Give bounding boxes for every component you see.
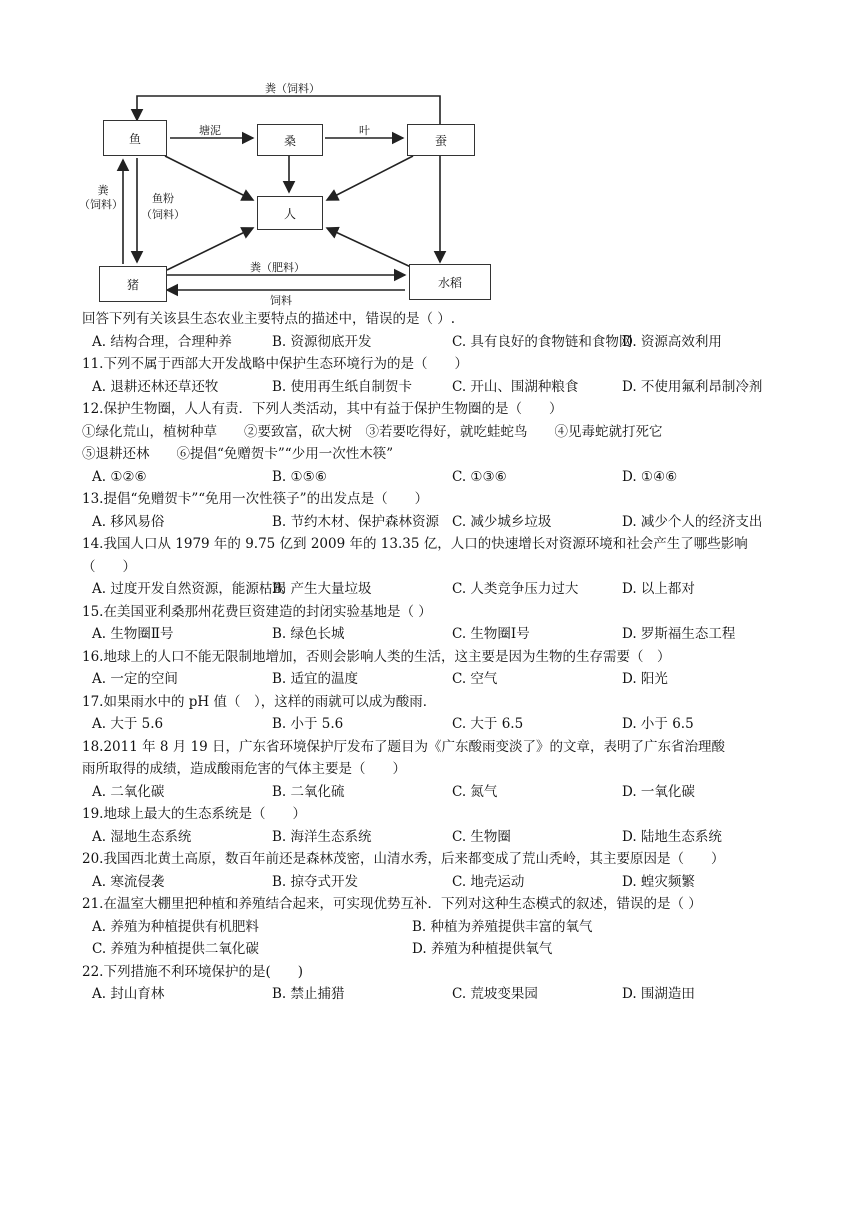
answer-option[interactable]: A. 退耕还林还草还牧 xyxy=(92,378,219,395)
options-row xyxy=(82,578,782,601)
answer-option[interactable]: D. 陆地生态系统 xyxy=(622,828,722,845)
answer-option[interactable]: B. 小于 5.6 xyxy=(272,716,344,732)
answer-option[interactable]: B. 适宜的温度 xyxy=(272,671,359,687)
node-human: 人 xyxy=(257,196,323,230)
question-line: ①绿化荒山，植树种草 ②要致富，砍大树 ③若要吃得好，就吃蛙蛇鸟 ④见毒蛇就打死它 xyxy=(82,423,663,440)
question-line: 13.提倡“免赠贺卡”“免用一次性筷子”的出发点是（ ） xyxy=(82,491,429,507)
answer-option[interactable]: D. 罗斯福生态工程 xyxy=(622,626,736,642)
answer-option[interactable]: D. 阳光 xyxy=(622,671,668,687)
options-row xyxy=(82,871,782,894)
answer-option[interactable]: C. 生物圈 xyxy=(452,828,511,845)
question-line: 20.我国西北黄土高原，数百年前还是森林茂密，山清水秀，后来都变成了荒山秃岭，其主要原因是（ ） xyxy=(82,851,725,867)
options-row xyxy=(82,713,782,736)
answer-option[interactable]: B. 节约木材、保护森林资源 xyxy=(272,513,440,530)
answer-option[interactable]: A. ①②⑥ xyxy=(92,468,147,485)
answer-option[interactable]: A. 封山育林 xyxy=(92,986,165,1002)
node-pig: 猪 xyxy=(99,266,167,302)
answer-option[interactable]: C. 减少城乡垃圾 xyxy=(452,513,552,530)
answer-option[interactable]: D. 养殖为种植提供氧气 xyxy=(412,941,553,957)
answer-option[interactable]: C. 地壳运动 xyxy=(452,873,525,890)
options-row xyxy=(82,781,782,804)
label-left-arrow-b: （饲料） xyxy=(79,198,123,211)
question-line: 回答下列有关该县生态农业主要特点的描述中，错误的是（ ）. xyxy=(82,311,456,327)
node-silkworm: 蚕 xyxy=(407,124,475,156)
answer-option[interactable]: A. 生物圈Ⅱ号 xyxy=(92,626,174,642)
question-line: 16.地球上的人口不能无限制地增加，否则会影响人类的生活，这主要是因为生物的生存需要（ ） xyxy=(82,648,671,665)
question-line: 18.2011 年 8 月 19 日，广东省环境保护厅发布了题目为《广东酸雨变淡了》的文章，表明了广东省治理酸 xyxy=(82,738,726,755)
answer-option[interactable]: A. 结构合理，合理种养 xyxy=(92,333,232,350)
options-row xyxy=(82,826,782,849)
question-line: 14.我国人口从 1979 年的 9.75 亿到 2009 年的 13.35 亿，人口的快速增长对资源环境和社会产生了哪些影响 xyxy=(82,536,748,552)
node-mulberry: 桑 xyxy=(257,124,323,156)
answer-option[interactable]: D. 不使用氟利昂制冷剂 xyxy=(622,378,763,395)
answer-option[interactable]: B. 使用再生纸自制贺卡 xyxy=(272,378,413,395)
answer-option[interactable]: D. 以上都对 xyxy=(622,581,695,597)
answer-option[interactable]: A. 湿地生态系统 xyxy=(92,828,192,845)
answer-option[interactable]: A. 移风易俗 xyxy=(92,513,165,530)
answer-option[interactable]: B. 资源彻底开发 xyxy=(272,333,372,350)
answer-option[interactable]: C. 养殖为种植提供二氧化碳 xyxy=(92,941,259,957)
node-fish: 鱼 xyxy=(103,120,167,156)
answer-option[interactable]: B. 掠夺式开发 xyxy=(272,873,359,890)
label-fish-meal-a: 鱼粉 xyxy=(152,192,174,205)
question-line: 17.如果雨水中的 pH 值（ ），这样的雨就可以成为酸雨． xyxy=(82,693,437,710)
answer-option[interactable]: A. 一定的空间 xyxy=(92,671,178,687)
options-row xyxy=(82,331,782,354)
options-row xyxy=(82,983,782,1006)
answer-option[interactable]: A. 寒流侵袭 xyxy=(92,873,165,890)
question-line: 15.在美国亚利桑那州花费巨资建造的封闭实验基地是（ ） xyxy=(82,603,432,620)
answer-option[interactable]: C. 生物圈Ⅰ号 xyxy=(452,626,530,642)
label-pond-mud: 塘泥 xyxy=(199,124,221,137)
question-line: 11.下列不属于西部大开发战略中保护生态环境行为的是（ ） xyxy=(82,356,468,372)
answer-option[interactable]: A. 过度开发自然资源，能源枯竭 xyxy=(92,581,286,597)
answer-option[interactable]: B. 产生大量垃圾 xyxy=(272,581,372,597)
answer-option[interactable]: B. 海洋生态系统 xyxy=(272,828,372,845)
answer-option[interactable]: D. 资源高效利用 xyxy=(622,333,722,350)
answer-option[interactable]: B. 二氧化硫 xyxy=(272,783,345,800)
food-web-diagram xyxy=(79,80,495,310)
options-row xyxy=(82,916,782,939)
question-line: 19.地球上最大的生态系统是（ ） xyxy=(82,806,306,822)
answer-option[interactable]: C. 空气 xyxy=(452,671,498,687)
options-row xyxy=(82,466,782,489)
answer-option[interactable]: C. ①③⑥ xyxy=(452,468,507,485)
answer-option[interactable]: C. 人类竞争压力过大 xyxy=(452,581,579,597)
answer-option[interactable]: B. 绿色长城 xyxy=(272,626,345,642)
question-line: 21.在温室大棚里把种植和养殖结合起来，可实现优势互补．下列对这种生态模式的叙述，错误的是（ ） xyxy=(82,896,702,912)
options-row xyxy=(82,376,782,399)
node-rice: 水稻 xyxy=(409,264,491,300)
question-line: 雨所取得的成绩，造成酸雨危害的气体主要是（ ） xyxy=(82,761,406,777)
answer-option[interactable]: B. 种植为养殖提供丰富的氧气 xyxy=(412,918,593,935)
answer-option[interactable]: C. 开山、围湖种粮食 xyxy=(452,378,579,395)
answer-option[interactable]: C. 荒坡变果园 xyxy=(452,986,538,1002)
answer-option[interactable]: A. 养殖为种植提供有机肥料 xyxy=(92,918,259,935)
answer-option[interactable]: D. 蝗灾频繁 xyxy=(622,873,695,890)
answer-option[interactable]: D. 围湖造田 xyxy=(622,986,695,1002)
answer-option[interactable]: D. 一氧化碳 xyxy=(622,783,695,800)
answer-option[interactable]: D. ①④⑥ xyxy=(622,468,678,485)
answer-option[interactable]: D. 减少个人的经济支出 xyxy=(622,513,763,530)
options-row xyxy=(82,623,782,646)
options-row xyxy=(82,668,782,691)
answer-option[interactable]: C. 具有良好的食物链和食物网 xyxy=(452,333,633,350)
label-feed: 饲料 xyxy=(270,294,292,307)
answer-option[interactable]: D. 小于 6.5 xyxy=(622,716,694,732)
label-fish-meal-b: （饲料） xyxy=(141,208,185,221)
question-line: ⑤退耕还林 ⑥提倡“免赠贺卡”“少用一次性木筷” xyxy=(82,446,394,462)
label-top-arrow: 粪（饲料） xyxy=(265,82,320,95)
answer-option[interactable]: C. 氮气 xyxy=(452,783,498,800)
question-line: （ ） xyxy=(82,558,136,575)
question-line: 22.下列措施不利环境保护的是( ) xyxy=(82,963,304,980)
answer-option[interactable]: B. ①⑤⑥ xyxy=(272,468,327,485)
options-row xyxy=(82,938,782,961)
label-left-arrow-a: 粪 xyxy=(97,184,109,197)
answer-option[interactable]: B. 禁止捕猎 xyxy=(272,986,345,1002)
label-leaf: 叶 xyxy=(359,124,370,137)
options-row xyxy=(82,511,782,534)
answer-option[interactable]: A. 大于 5.6 xyxy=(92,716,164,732)
question-line: 12.保护生物圈，人人有责．下列人类活动，其中有益于保护生物圈的是（ ） xyxy=(82,401,563,417)
label-manure-fertilizer: 粪（肥料） xyxy=(250,261,305,274)
answer-option[interactable]: A. 二氧化碳 xyxy=(92,783,165,800)
question-text xyxy=(82,308,782,1006)
answer-option[interactable]: C. 大于 6.5 xyxy=(452,716,524,732)
